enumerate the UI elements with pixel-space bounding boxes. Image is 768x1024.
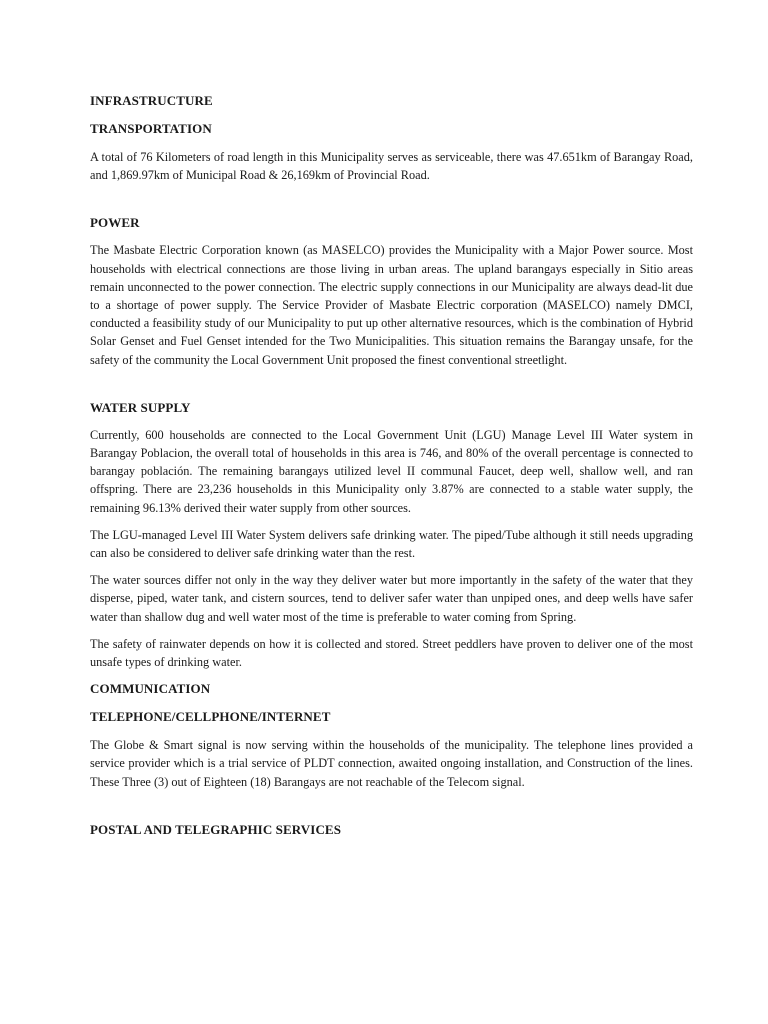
paragraph-water-3: The water sources differ not only in the way they deliver water but more importantly in the safety of the water that they disperse, piped, water tank, and cistern sources, tend to deliver safer water than unpiped ones, and deep wells have safer water than shallow dug and well water most of the time is preferable to water coming from Spring. — [90, 573, 693, 624]
heading-transportation: TRANSPORTATION — [90, 121, 212, 136]
heading-infrastructure: INFRASTRUCTURE — [90, 93, 213, 108]
paragraph-power: The Masbate Electric Corporation known (as MASELCO) provides the Municipality with a Major Power source. Most households with electrical connections are those living in urban areas. The upland barangays especially in Sitio areas remain unconnected to the power connection. The electric supply connections in our Municipality are always dead-lit due to a shortage of power supply. The Service Provider of Masbate Electric corporation (MASELCO) namely DMCI, conducted a feasibility study of our Municipality to put up other alternative resources, which is the combination of Hybrid Solar Genset and Fuel Genset intended for the Two Municipalities. This situation remains the Barangay unsafe, for the safety of the community the Local Government Unit proposed the finest conventional streetlight. — [90, 243, 693, 367]
paragraph-water-2: The LGU-managed Level III Water System delivers safe drinking water. The piped/Tube although it still needs upgrading can also be considered to deliver safe drinking water than the rest. — [90, 527, 693, 561]
heading-water-supply: WATER SUPPLY — [90, 399, 191, 415]
paragraph-telephone: The Globe & Smart signal is now serving within the households of the municipality. The telephone lines provided a service provider which is a trial service of PLDT connection, awaited ongoing installation, and Construction of the lines. These Three (3) out of Eighteen (18) Barangays are not reachable of the Telecom signal. — [90, 738, 693, 789]
heading-telephone: TELEPHONE/CELLPHONE/INTERNET — [90, 709, 331, 725]
paragraph-water-1: Currently, 600 households are connected to the Local Government Unit (LGU) Manage Level III Water system in Barangay Poblacion, the overall total of households in this area is 746, and 80% of the overall percentage is connected to barangay población. The remaining barangays utilized level II communal Faucet, deep well, shallow well, and ran offspring. There are 23,236 households in this Municipality only 3.87% are connected to a stable water supply, the remaining 96.13% derived their water supply from other sources. — [90, 427, 693, 515]
heading-postal: POSTAL AND TELEGRAPHIC SERVICES — [90, 821, 342, 837]
heading-power: POWER — [90, 215, 140, 231]
heading-communication: COMMUNICATION — [90, 681, 211, 697]
document-page — [90, 92, 693, 839]
paragraph-transportation: A total of 76 Kilometers of road length in this Municipality serves as serviceable, there was 47.651km of Barangay Road, and 1,869.97km of Municipal Road & 26,169km of Provincial Road. — [90, 150, 693, 183]
paragraph-water-4: The safety of rainwater depends on how it is collected and stored. Street peddlers have proven to deliver one of the most unsafe types of drinking water. — [90, 636, 693, 670]
